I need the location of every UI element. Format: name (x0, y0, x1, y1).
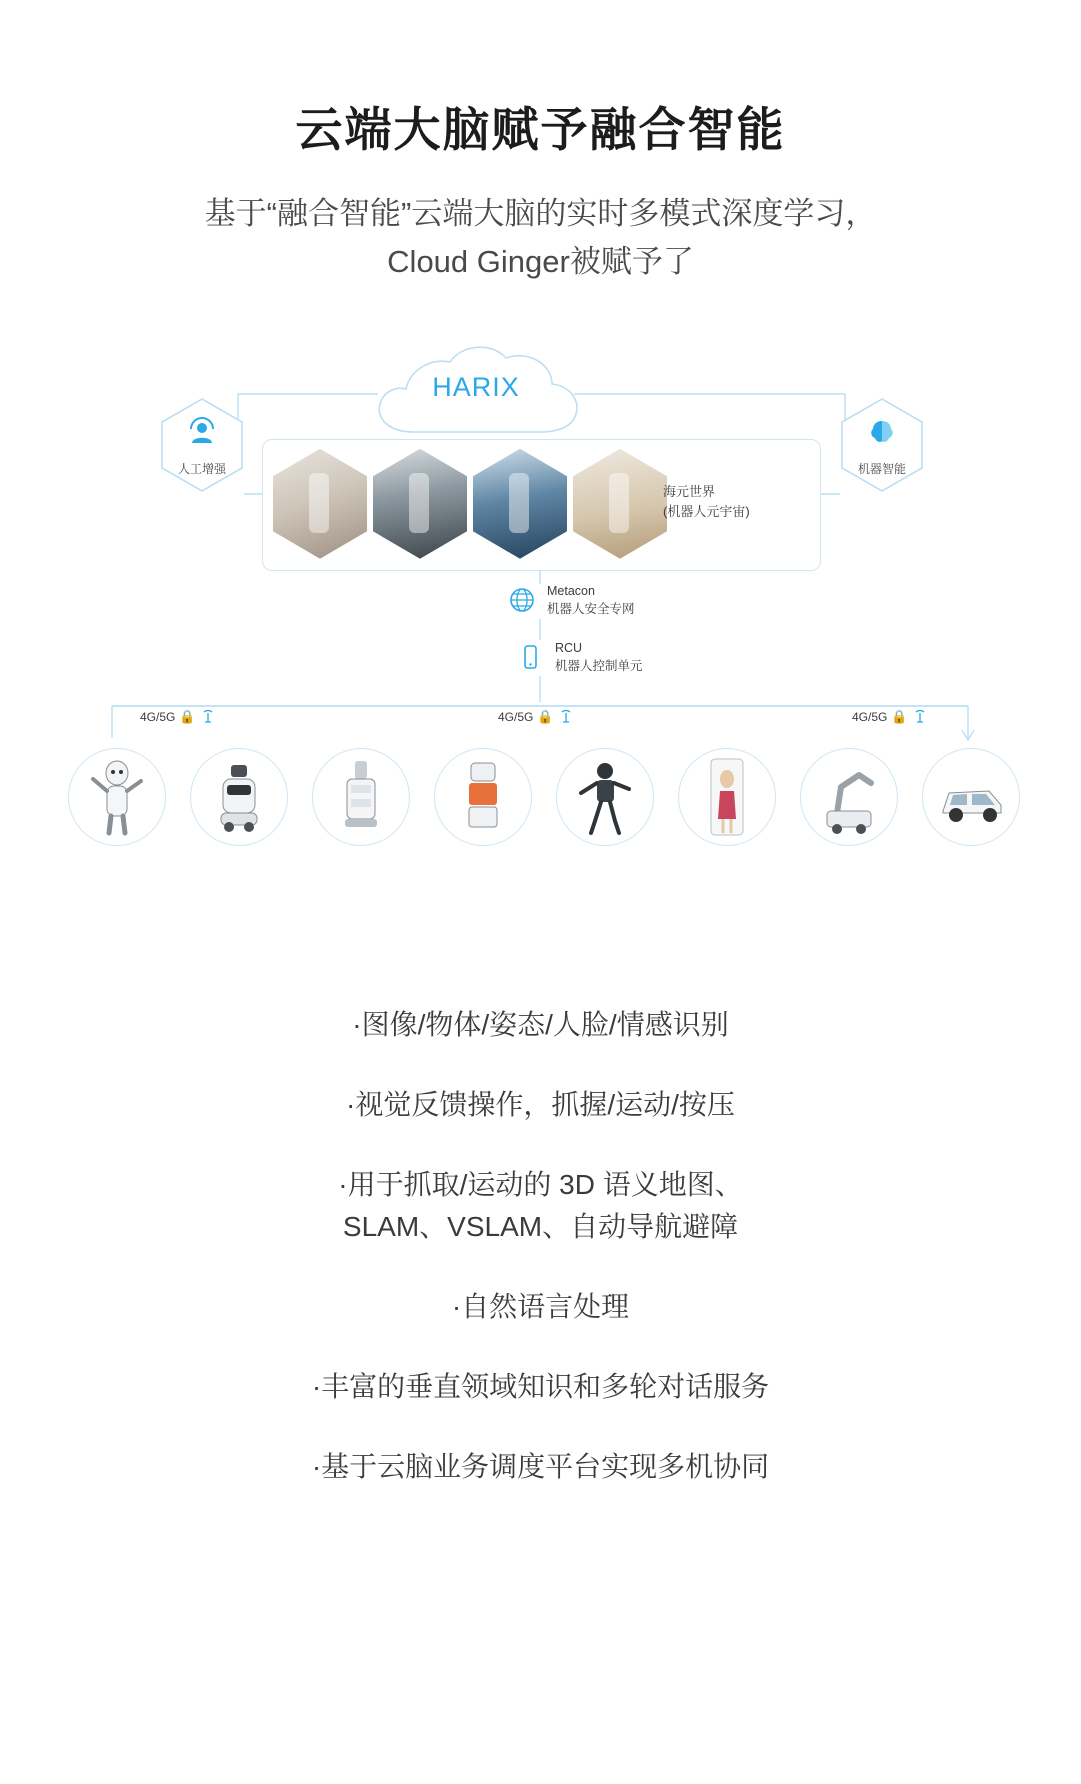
node-metacon-subtitle: 机器人安全专网 (547, 601, 635, 616)
robot-biped-walker-illustration (557, 749, 653, 845)
mobile-device-icon (513, 640, 547, 674)
lock-icon: 🔒 (537, 709, 554, 725)
architecture-diagram (0, 334, 1081, 914)
bullet-item (161, 1084, 921, 1126)
bullet-item (161, 1446, 921, 1488)
robot-humanoid-service[interactable] (68, 748, 166, 846)
node-machine-intelligence-label: 机器智能 (857, 461, 906, 476)
headset-agent-icon (160, 417, 244, 452)
feature-bullet-list (0, 1004, 1081, 1488)
node-machine-intelligence[interactable] (840, 397, 924, 493)
node-metacon[interactable] (505, 582, 635, 618)
bullet-item (161, 1286, 921, 1328)
bullet-item (161, 1164, 921, 1248)
metaverse-caption-line-2: (机器人元宇宙) (663, 503, 750, 519)
robot-security-patrol-illustration (191, 749, 287, 845)
antenna-signal-icon (558, 708, 574, 727)
node-human-augmentation[interactable] (160, 397, 244, 493)
metaverse-caption-line-1: 海元世界 (663, 483, 716, 499)
node-human-augmentation-label: 人工增强 (177, 461, 226, 476)
globe-network-icon (505, 583, 539, 617)
lock-icon: 🔒 (891, 709, 908, 725)
lock-icon: 🔒 (179, 709, 196, 725)
network-label-right (852, 708, 928, 727)
bullet-line-1: ·基于云脑业务调度平台实现多机协同 (311, 1450, 770, 1482)
brain-circuit-icon (840, 417, 924, 452)
antenna-signal-icon (912, 708, 928, 727)
photo-room-floor (573, 449, 667, 559)
robot-arm-platform-illustration (801, 749, 897, 845)
node-rcu[interactable] (513, 639, 643, 675)
node-rcu-text (555, 639, 643, 675)
bullet-item (161, 1366, 921, 1408)
subtitle-line-1: 基于“融合智能”云端大脑的实时多模式深度学习， (204, 195, 877, 231)
node-rcu-subtitle: 机器人控制单元 (555, 658, 643, 673)
network-label-right-text: 4G/5G (852, 710, 888, 725)
cloud-harix-label: HARIX (432, 371, 520, 402)
robot-humanoid-service-illustration (69, 749, 165, 845)
node-metacon-text (547, 582, 635, 618)
robot-security-patrol[interactable] (190, 748, 288, 846)
robot-arm-platform[interactable] (800, 748, 898, 846)
photo-robot-lobby (273, 449, 367, 559)
subtitle-line-2: Cloud Ginger被赋予了 (387, 243, 694, 279)
robot-fleet-row (68, 748, 1020, 846)
node-metacon-title: Metacon (547, 583, 595, 598)
robot-autonomous-vehicle[interactable] (922, 748, 1020, 846)
bullet-line-1: ·自然语言处理 (451, 1290, 630, 1322)
bullet-line-1: ·用于抓取/运动的 3D 语义地图、 (338, 1168, 743, 1200)
robot-cleaning-unit[interactable] (434, 748, 532, 846)
bullet-line-1: ·丰富的垂直领域知识和多轮对话服务 (311, 1370, 770, 1402)
photo-warehouse (473, 449, 567, 559)
robot-display-kiosk-illustration (679, 749, 775, 845)
bullet-line-1: ·图像/物体/姿态/人脸/情感识别 (352, 1008, 729, 1040)
node-rcu-title: RCU (555, 640, 583, 655)
page-subtitle (101, 190, 981, 286)
robot-display-kiosk[interactable] (678, 748, 776, 846)
bullet-item (161, 1004, 921, 1046)
metaverse-panel (262, 439, 821, 571)
robot-delivery-cart[interactable] (312, 748, 410, 846)
network-label-middle (498, 708, 574, 727)
robot-autonomous-vehicle-illustration (923, 749, 1019, 845)
robot-biped-walker[interactable] (556, 748, 654, 846)
robot-cleaning-unit-illustration (435, 749, 531, 845)
photo-row (273, 449, 667, 559)
page-title: 云端大脑赋予融合智能 (295, 103, 786, 156)
metaverse-caption (663, 482, 813, 522)
network-label-middle-text: 4G/5G (498, 710, 534, 725)
photo-robot-corridor (373, 449, 467, 559)
bullet-line-1: ·视觉反馈操作，抓握/运动/按压 (346, 1088, 735, 1120)
bullet-line-2: SLAM、VSLAM、自动导航避障 (342, 1210, 739, 1242)
network-label-left-text: 4G/5G (140, 710, 176, 725)
antenna-signal-icon (200, 708, 216, 727)
robot-delivery-cart-illustration (313, 749, 409, 845)
network-label-left (140, 708, 216, 727)
